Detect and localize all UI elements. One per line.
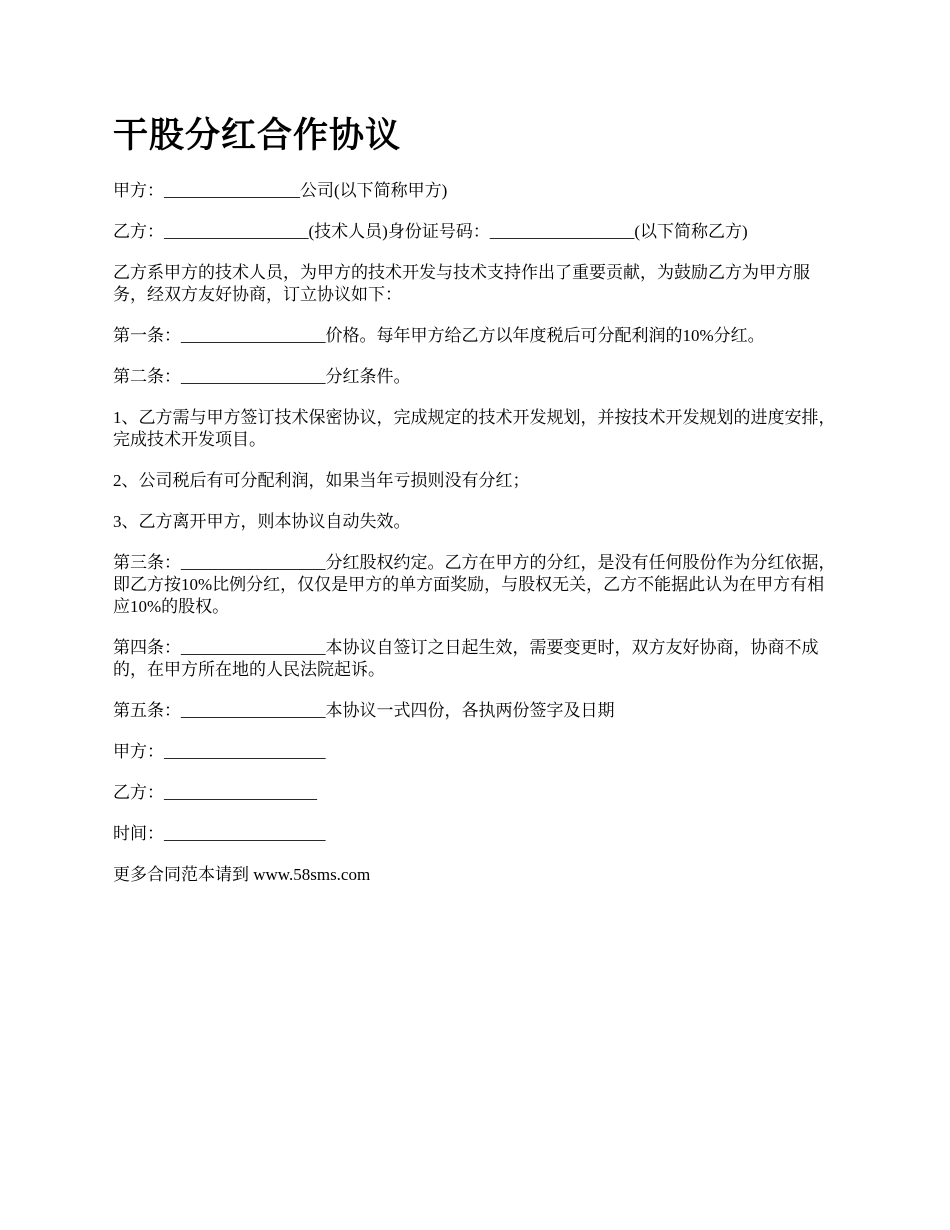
article-1: 第一条：_________________价格。每年甲方给乙方以年度税后可分配利润的10%分红。 bbox=[113, 326, 765, 345]
document-body bbox=[113, 112, 840, 905]
signature-date: 时间：___________________ bbox=[113, 824, 326, 843]
article-2: 第二条：_________________分红条件。 bbox=[113, 367, 411, 386]
article-4: 第四条：_________________本协议自签订之日起生效，需要变更时，双方友好协商，协商不成的，在甲方所在地的人民法院起诉。 bbox=[113, 638, 819, 679]
document-title: 干股分红合作协议 bbox=[113, 116, 402, 156]
footer-note: 更多合同范本请到 www.58sms.com bbox=[113, 865, 371, 884]
condition-1: 1、乙方需与甲方签订技术保密协议，完成规定的技术开发规划，并按技术开发规划的进度安排，完成技术开发项目。 bbox=[113, 408, 836, 449]
signature-party-b: 乙方：__________________ bbox=[113, 783, 317, 802]
article-5: 第五条：_________________本协议一式四份，各执两份签字及日期 bbox=[113, 701, 615, 720]
party-b-line: 乙方：_________________(技术人员)身份证号码：_________________(以下简称乙方) bbox=[113, 222, 748, 241]
condition-2: 2、公司税后有可分配利润，如果当年亏损则没有分红； bbox=[113, 471, 530, 490]
signature-party-a: 甲方：___________________ bbox=[113, 742, 326, 761]
condition-3: 3、乙方离开甲方，则本协议自动失效。 bbox=[113, 512, 411, 531]
preamble-paragraph: 乙方系甲方的技术人员，为甲方的技术开发与技术支持作出了重要贡献，为鼓励乙方为甲方服务，经双方友好协商，订立协议如下： bbox=[113, 263, 810, 304]
article-3: 第三条：_________________分红股权约定。乙方在甲方的分红，是没有任何股份作为分红依据，即乙方按10%比例分红，仅仅是甲方的单方面奖励，与股权无关，乙方不能据此认为在甲方有相应10%的股权。 bbox=[113, 553, 836, 616]
party-a-line: 甲方：________________公司(以下简称甲方) bbox=[113, 181, 448, 200]
